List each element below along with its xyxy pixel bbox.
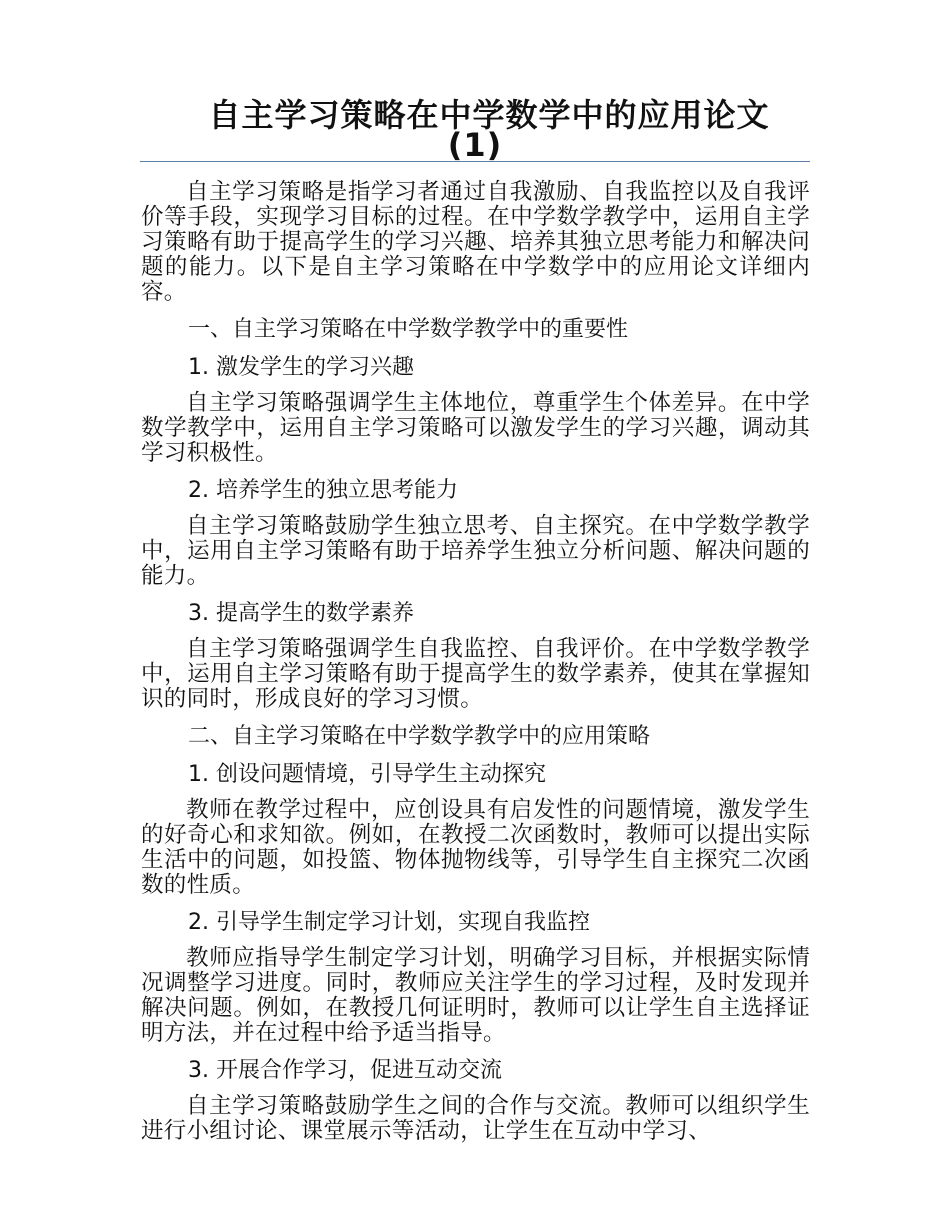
section-1-item-2-text: 自主学习策略鼓励学生独立思考、自主探究。在中学数学教学中，运用自主学习策略有助于培养学生独立分析问题、解决问题的能力。 — [141, 513, 810, 589]
section-2-item-1-heading: 1. 创设问题情境，引导学生主动探究 — [188, 762, 546, 787]
section-1-item-2-heading: 2. 培养学生的独立思考能力 — [188, 478, 458, 503]
section-1-item-3-text: 自主学习策略强调学生自我监控、自我评价。在中学数学教学中，运用自主学习策略有助于提高学生的数学素养，使其在掌握知识的同时，形成良好的学习习惯。 — [141, 636, 810, 712]
section-2-item-2-heading: 2. 引导学生制定学习计划，实现自我监控 — [188, 910, 590, 935]
section-2-item-2-text: 教师应指导学生制定学习计划，明确学习目标，并根据实际情况调整学习进度。同时，教师应关注学生的学习过程，及时发现并解决问题。例如，在教授几何证明时，教师可以让学生自主选择证明方法，并在过程中给予适当指导。 — [141, 945, 810, 1046]
section-2-item-1-text: 教师在教学过程中，应创设具有启发性的问题情境，激发学生的好奇心和求知欲。例如，在教授二次函数时，教师可以提出实际生活中的问题，如投篮、物体抛物线等，引导学生自主探究二次函数的性质。 — [141, 797, 810, 898]
title-line-1: 自主学习策略在中学数学中的应用论文 — [208, 96, 770, 134]
document-title — [140, 96, 810, 164]
section-1-item-1-text: 自主学习策略强调学生主体地位，尊重学生个体差异。在中学数学教学中，运用自主学习策略可以激发学生的学习兴趣，调动其学习积极性。 — [141, 390, 810, 466]
intro-paragraph: 自主学习策略是指学习者通过自我激励、自我监控以及自我评价等手段，实现学习目标的过程。在中学数学教学中，运用自主学习策略有助于提高学生的学习兴趣、培养其独立思考能力和解决问题的能力。以下是自主学习策略在中学数学中的应用论文详细内容。 — [141, 179, 810, 305]
section-2-item-3-heading: 3. 开展合作学习，促进互动交流 — [188, 1058, 502, 1083]
title-line-2: (1) — [447, 126, 503, 164]
section-2-heading: 二、自主学习策略在中学数学教学中的应用策略 — [188, 724, 651, 749]
section-1-item-1-heading: 1. 激发学生的学习兴趣 — [188, 355, 414, 380]
section-1-heading: 一、自主学习策略在中学数学教学中的重要性 — [188, 317, 629, 342]
section-2-item-3-text: 自主学习策略鼓励学生之间的合作与交流。教师可以组织学生进行小组讨论、课堂展示等活动，让学生在互动中学习、 — [141, 1093, 810, 1144]
document-body — [141, 180, 810, 1144]
section-1-item-3-heading: 3. 提高学生的数学素养 — [188, 601, 414, 626]
title-divider — [140, 161, 810, 162]
